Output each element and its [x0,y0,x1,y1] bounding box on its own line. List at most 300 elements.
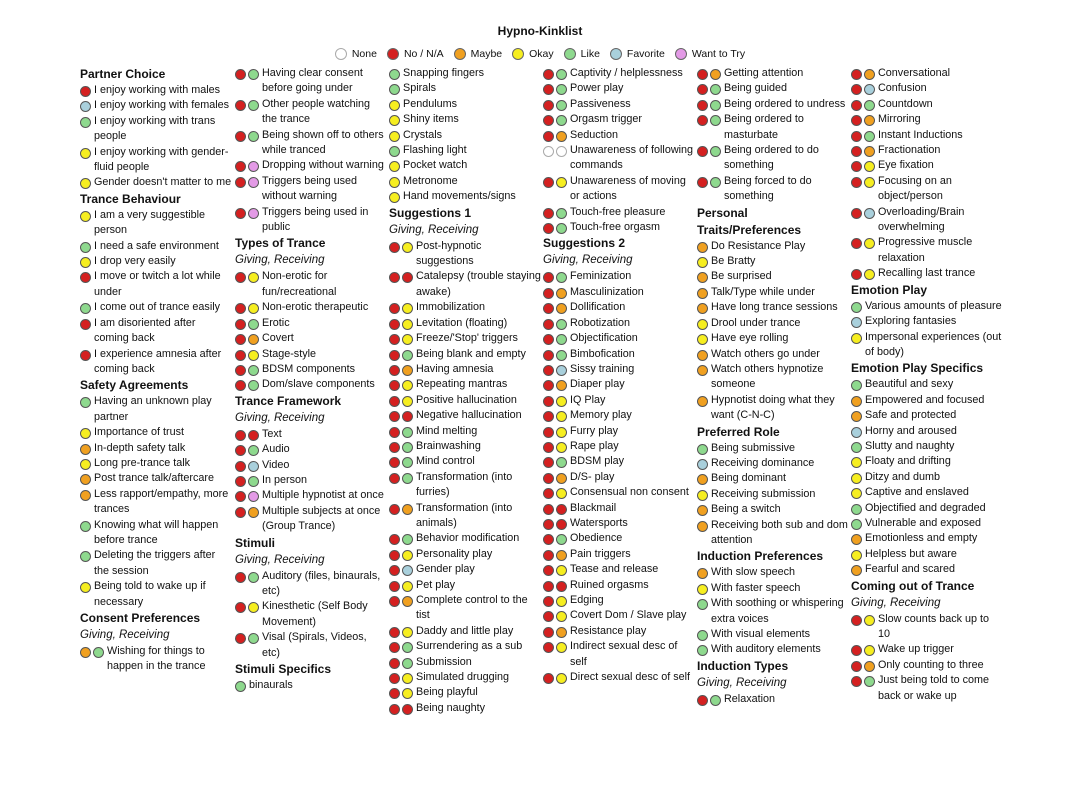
choice-circle[interactable] [556,350,567,361]
choice-circle[interactable] [697,303,708,314]
choice-circle[interactable] [235,334,246,345]
item-label: Direct sexual desc of self [570,671,691,684]
choice-circle[interactable] [864,69,875,80]
list-item [389,331,541,346]
choice-circle[interactable] [864,177,875,188]
choice-circle[interactable] [851,565,862,576]
choice-circle[interactable] [80,521,91,532]
choice-circle[interactable] [556,627,567,638]
choice-circle[interactable] [389,334,400,345]
choice-circle[interactable] [235,208,246,219]
choice-circle[interactable] [851,131,862,142]
choice-circle[interactable] [851,504,862,515]
choice-circle[interactable] [389,596,400,607]
choice-circle[interactable] [80,397,91,408]
choice-circle[interactable] [235,380,246,391]
choice-circle[interactable] [556,131,567,142]
choice-circle[interactable] [556,581,567,592]
choice-circle[interactable] [389,581,400,592]
choice-circle[interactable] [851,161,862,172]
choice-circle[interactable] [543,519,554,530]
choice-circle[interactable] [389,534,400,545]
choice-dots [851,143,877,158]
choice-circle[interactable] [248,319,259,330]
choice-circle[interactable] [389,550,400,561]
choice-circle[interactable] [710,695,721,706]
choice-circle[interactable] [248,380,259,391]
choice-circle[interactable] [402,457,413,468]
choice-circle[interactable] [543,427,554,438]
choice-circle[interactable] [389,704,400,715]
choice-circle[interactable] [235,350,246,361]
choice-circle[interactable] [543,473,554,484]
choice-circle[interactable] [248,272,259,283]
choice-circle[interactable] [864,676,875,687]
choice-circle[interactable] [543,146,554,157]
choice-circle[interactable] [235,319,246,330]
choice-circle[interactable] [851,615,862,626]
item-label: Erotic [262,316,290,329]
choice-circle[interactable] [389,411,400,422]
choice-circle[interactable] [80,319,91,330]
choice-circle[interactable] [402,303,413,314]
choice-circle[interactable] [710,115,721,126]
choice-circle[interactable] [402,380,413,391]
choice-circle[interactable] [80,257,91,268]
choice-circle[interactable] [389,396,400,407]
choice-circle[interactable] [556,642,567,653]
choice-circle[interactable] [851,380,862,391]
choice-circle[interactable] [80,117,91,128]
choice-circle[interactable] [402,565,413,576]
choice-circle[interactable] [556,550,567,561]
choice-circle[interactable] [543,319,554,330]
choice-circle[interactable] [543,596,554,607]
choice-circle[interactable] [248,365,259,376]
choice-circle[interactable] [402,596,413,607]
choice-circle[interactable] [851,457,862,468]
choice-circle[interactable] [235,572,246,583]
choice-circle[interactable] [864,208,875,219]
choice-circle[interactable] [697,599,708,610]
choice-circle[interactable] [248,69,259,80]
choice-circle[interactable] [543,100,554,111]
choice-circle[interactable] [235,131,246,142]
choice-dots [389,269,415,300]
choice-circle[interactable] [543,504,554,515]
choice-circle[interactable] [402,550,413,561]
choice-circle[interactable] [543,272,554,283]
choice-circle[interactable] [851,411,862,422]
choice-circle[interactable] [697,444,708,455]
choice-circle[interactable] [543,288,554,299]
choice-circle[interactable] [543,442,554,453]
choice-circle[interactable] [389,242,400,253]
choice-circle[interactable] [389,303,400,314]
choice-circle[interactable] [80,101,91,112]
choice-circle[interactable] [851,269,862,280]
choice-circle[interactable] [402,242,413,253]
choice-circle[interactable] [543,396,554,407]
choice-circle[interactable] [556,223,567,234]
choice-circle[interactable] [851,488,862,499]
choice-circle[interactable] [389,161,400,172]
choice-circle[interactable] [697,521,708,532]
choice-circle[interactable] [556,473,567,484]
choice-circle[interactable] [697,319,708,330]
choice-circle[interactable] [248,507,259,518]
choice-circle[interactable] [543,69,554,80]
choice-circle[interactable] [864,645,875,656]
choice-circle[interactable] [402,534,413,545]
choice-circle[interactable] [697,695,708,706]
choice-circle[interactable] [543,611,554,622]
choice-circle[interactable] [402,627,413,638]
choice-circle[interactable] [556,457,567,468]
choice-circle[interactable] [697,84,708,95]
choice-circle[interactable] [556,565,567,576]
choice-circle[interactable] [80,428,91,439]
choice-circle[interactable] [543,627,554,638]
choice-circle[interactable] [697,645,708,656]
choice-circle[interactable] [248,208,259,219]
choice-circle[interactable] [389,380,400,391]
choice-circle[interactable] [851,302,862,313]
choice-circle[interactable] [851,519,862,530]
choice-circle[interactable] [851,534,862,545]
choice-circle[interactable] [556,519,567,530]
choice-circle[interactable] [543,673,554,684]
choice-circle[interactable] [389,627,400,638]
choice-circle[interactable] [851,177,862,188]
choice-circle[interactable] [697,288,708,299]
choice-circle[interactable] [80,490,91,501]
choice-circle[interactable] [235,476,246,487]
choice-circle[interactable] [543,303,554,314]
choice-circle[interactable] [864,131,875,142]
choice-circle[interactable] [864,269,875,280]
choice-circle[interactable] [80,303,91,314]
item-label: Knowing what will happen before trance [94,518,219,546]
choice-circle[interactable] [543,534,554,545]
choice-circle[interactable] [556,115,567,126]
choice-circle[interactable] [543,581,554,592]
choice-circle[interactable] [851,146,862,157]
choice-circle[interactable] [556,596,567,607]
choice-circle[interactable] [389,192,400,203]
choice-circle[interactable] [556,146,567,157]
choice-circle[interactable] [389,146,400,157]
choice-circle[interactable] [402,688,413,699]
choice-circle[interactable] [389,688,400,699]
choice-circle[interactable] [851,238,862,249]
choice-circle[interactable] [389,457,400,468]
choice-circle[interactable] [697,177,708,188]
choice-circle[interactable] [556,84,567,95]
list-item [851,66,1003,81]
choice-circle[interactable] [697,584,708,595]
choice-circle[interactable] [402,365,413,376]
choice-circle[interactable] [248,177,259,188]
choice-circle[interactable] [543,380,554,391]
choice-circle[interactable] [556,303,567,314]
choice-circle[interactable] [389,319,400,330]
choice-circle[interactable] [80,647,91,658]
choice-circle[interactable] [235,633,246,644]
choice-circle[interactable] [402,396,413,407]
choice-circle[interactable] [248,445,259,456]
choice-circle[interactable] [556,69,567,80]
choice-circle[interactable] [556,534,567,545]
choice-circle[interactable] [556,100,567,111]
choice-circle[interactable] [864,146,875,157]
choice-circle[interactable] [710,69,721,80]
choice-circle[interactable] [543,550,554,561]
choice-circle[interactable] [697,630,708,641]
choice-circle[interactable] [402,504,413,515]
list-item [697,239,849,254]
choice-circle[interactable] [80,551,91,562]
choice-circle[interactable] [543,84,554,95]
choice-circle[interactable] [697,365,708,376]
choice-circle[interactable] [248,100,259,111]
choice-circle[interactable] [402,350,413,361]
choice-circle[interactable] [389,131,400,142]
choice-circle[interactable] [543,457,554,468]
choice-circle[interactable] [697,272,708,283]
choice-circle[interactable] [697,350,708,361]
list-item [697,393,849,424]
choice-circle[interactable] [248,633,259,644]
choice-circle[interactable] [697,334,708,345]
choice-circle[interactable] [543,350,554,361]
choice-circle[interactable] [851,661,862,672]
item-label: Have eye rolling [711,332,789,345]
choice-circle[interactable] [389,504,400,515]
choice-circle[interactable] [710,146,721,157]
choice-circle[interactable] [235,100,246,111]
list-item [543,220,695,235]
choice-dots [543,316,569,331]
choice-circle[interactable] [697,459,708,470]
choice-circle[interactable] [864,84,875,95]
choice-circle[interactable] [248,602,259,613]
choice-circle[interactable] [697,69,708,80]
choice-circle[interactable] [851,317,862,328]
choice-circle[interactable] [864,615,875,626]
choice-circle[interactable] [402,704,413,715]
choice-circle[interactable] [851,208,862,219]
item-label: I enjoy working with males [94,84,221,96]
choice-dots [851,314,864,329]
choice-circle[interactable] [556,319,567,330]
choice-circle[interactable] [543,177,554,188]
choice-circle[interactable] [389,427,400,438]
choice-circle[interactable] [402,272,413,283]
choice-circle[interactable] [543,411,554,422]
choice-circle[interactable] [851,473,862,484]
choice-circle[interactable] [402,581,413,592]
choice-circle[interactable] [543,334,554,345]
choice-circle[interactable] [235,272,246,283]
choice-circle[interactable] [80,178,91,189]
choice-circle[interactable] [556,504,567,515]
choice-circle[interactable] [556,427,567,438]
choice-circle[interactable] [556,288,567,299]
choice-circle[interactable] [864,100,875,111]
choice-circle[interactable] [697,490,708,501]
choice-circle[interactable] [710,177,721,188]
choice-circle[interactable] [389,673,400,684]
choice-circle[interactable] [543,565,554,576]
choice-circle[interactable] [851,69,862,80]
legend-item [335,48,377,60]
choice-circle[interactable] [543,115,554,126]
choice-circle[interactable] [248,572,259,583]
choice-circle[interactable] [80,582,91,593]
item-label: Importance of trust [94,426,185,439]
choice-circle[interactable] [851,84,862,95]
choice-circle[interactable] [235,303,246,314]
choice-circle[interactable] [864,661,875,672]
choice-circle[interactable] [851,396,862,407]
choice-circle[interactable] [556,673,567,684]
choice-circle[interactable] [543,223,554,234]
choice-circle[interactable] [851,427,862,438]
choice-circle[interactable] [235,445,246,456]
choice-circle[interactable] [556,488,567,499]
choice-circle[interactable] [235,491,246,502]
choice-circle[interactable] [248,303,259,314]
choice-circle[interactable] [389,84,400,95]
choice-circle[interactable] [697,505,708,516]
choice-circle[interactable] [80,86,91,97]
choice-circle[interactable] [543,642,554,653]
choice-circle[interactable] [389,442,400,453]
choice-circle[interactable] [556,334,567,345]
choice-circle[interactable] [556,177,567,188]
choice-circle[interactable] [697,100,708,111]
choice-circle[interactable] [556,442,567,453]
choice-circle[interactable] [697,474,708,485]
choice-circle[interactable] [235,365,246,376]
choice-circle[interactable] [80,242,91,253]
choice-circle[interactable] [543,488,554,499]
choice-circle[interactable] [402,319,413,330]
choice-circle[interactable] [851,100,862,111]
choice-circle[interactable] [697,242,708,253]
choice-circle[interactable] [543,208,554,219]
choice-circle[interactable] [556,380,567,391]
list-item [80,269,232,300]
choice-circle[interactable] [235,461,246,472]
choice-circle[interactable] [389,658,400,669]
choice-circle[interactable] [248,350,259,361]
choice-circle[interactable] [864,238,875,249]
choice-circle[interactable] [710,100,721,111]
choice-circle[interactable] [248,491,259,502]
choice-circle[interactable] [556,272,567,283]
choice-circle[interactable] [80,444,91,455]
choice-circle[interactable] [80,350,91,361]
choice-circle[interactable] [697,396,708,407]
choice-circle[interactable] [402,442,413,453]
choice-circle[interactable] [248,131,259,142]
choice-dots [851,235,877,266]
choice-circle[interactable] [389,69,400,80]
choice-circle[interactable] [556,611,567,622]
choice-circle[interactable] [389,177,400,188]
choice-circle[interactable] [80,211,91,222]
choice-circle[interactable] [851,550,862,561]
legend-label: Maybe [470,48,503,60]
choice-circle[interactable] [697,257,708,268]
choice-circle[interactable] [543,131,554,142]
choice-circle[interactable] [248,334,259,345]
choice-circle[interactable] [389,115,400,126]
choice-circle[interactable] [697,146,708,157]
choice-circle[interactable] [697,115,708,126]
choice-circle[interactable] [851,442,862,453]
choice-circle[interactable] [235,507,246,518]
choice-circle[interactable] [235,430,246,441]
choice-circle[interactable] [248,430,259,441]
choice-circle[interactable] [402,427,413,438]
choice-circle[interactable] [389,565,400,576]
choice-circle[interactable] [402,334,413,345]
choice-circle[interactable] [697,568,708,579]
choice-dots [543,424,569,439]
choice-circle[interactable] [864,161,875,172]
choice-circle[interactable] [389,642,400,653]
choice-circle[interactable] [556,396,567,407]
choice-circle[interactable] [402,411,413,422]
choice-circle[interactable] [235,177,246,188]
choice-circle[interactable] [851,115,862,126]
choice-circle[interactable] [389,365,400,376]
choice-circle[interactable] [851,645,862,656]
choice-circle[interactable] [402,673,413,684]
choice-circle[interactable] [80,459,91,470]
choice-circle[interactable] [93,647,104,658]
choice-circle[interactable] [556,411,567,422]
choice-circle[interactable] [402,642,413,653]
choice-circle[interactable] [389,473,400,484]
choice-circle[interactable] [248,161,259,172]
choice-circle[interactable] [389,350,400,361]
choice-circle[interactable] [556,208,567,219]
choice-circle[interactable] [80,474,91,485]
choice-circle[interactable] [389,272,400,283]
choice-circle[interactable] [710,84,721,95]
choice-circle[interactable] [248,461,259,472]
choice-circle[interactable] [402,658,413,669]
choice-circle[interactable] [402,473,413,484]
choice-circle[interactable] [80,272,91,283]
choice-circle[interactable] [851,333,862,344]
choice-circle[interactable] [235,69,246,80]
choice-circle[interactable] [80,148,91,159]
choice-circle[interactable] [543,365,554,376]
choice-circle[interactable] [248,476,259,487]
choice-circle[interactable] [389,100,400,111]
choice-circle[interactable] [864,115,875,126]
choice-circle[interactable] [235,161,246,172]
choice-circle[interactable] [851,676,862,687]
choice-circle[interactable] [235,681,246,692]
choice-circle[interactable] [235,602,246,613]
choice-circle[interactable] [556,365,567,376]
